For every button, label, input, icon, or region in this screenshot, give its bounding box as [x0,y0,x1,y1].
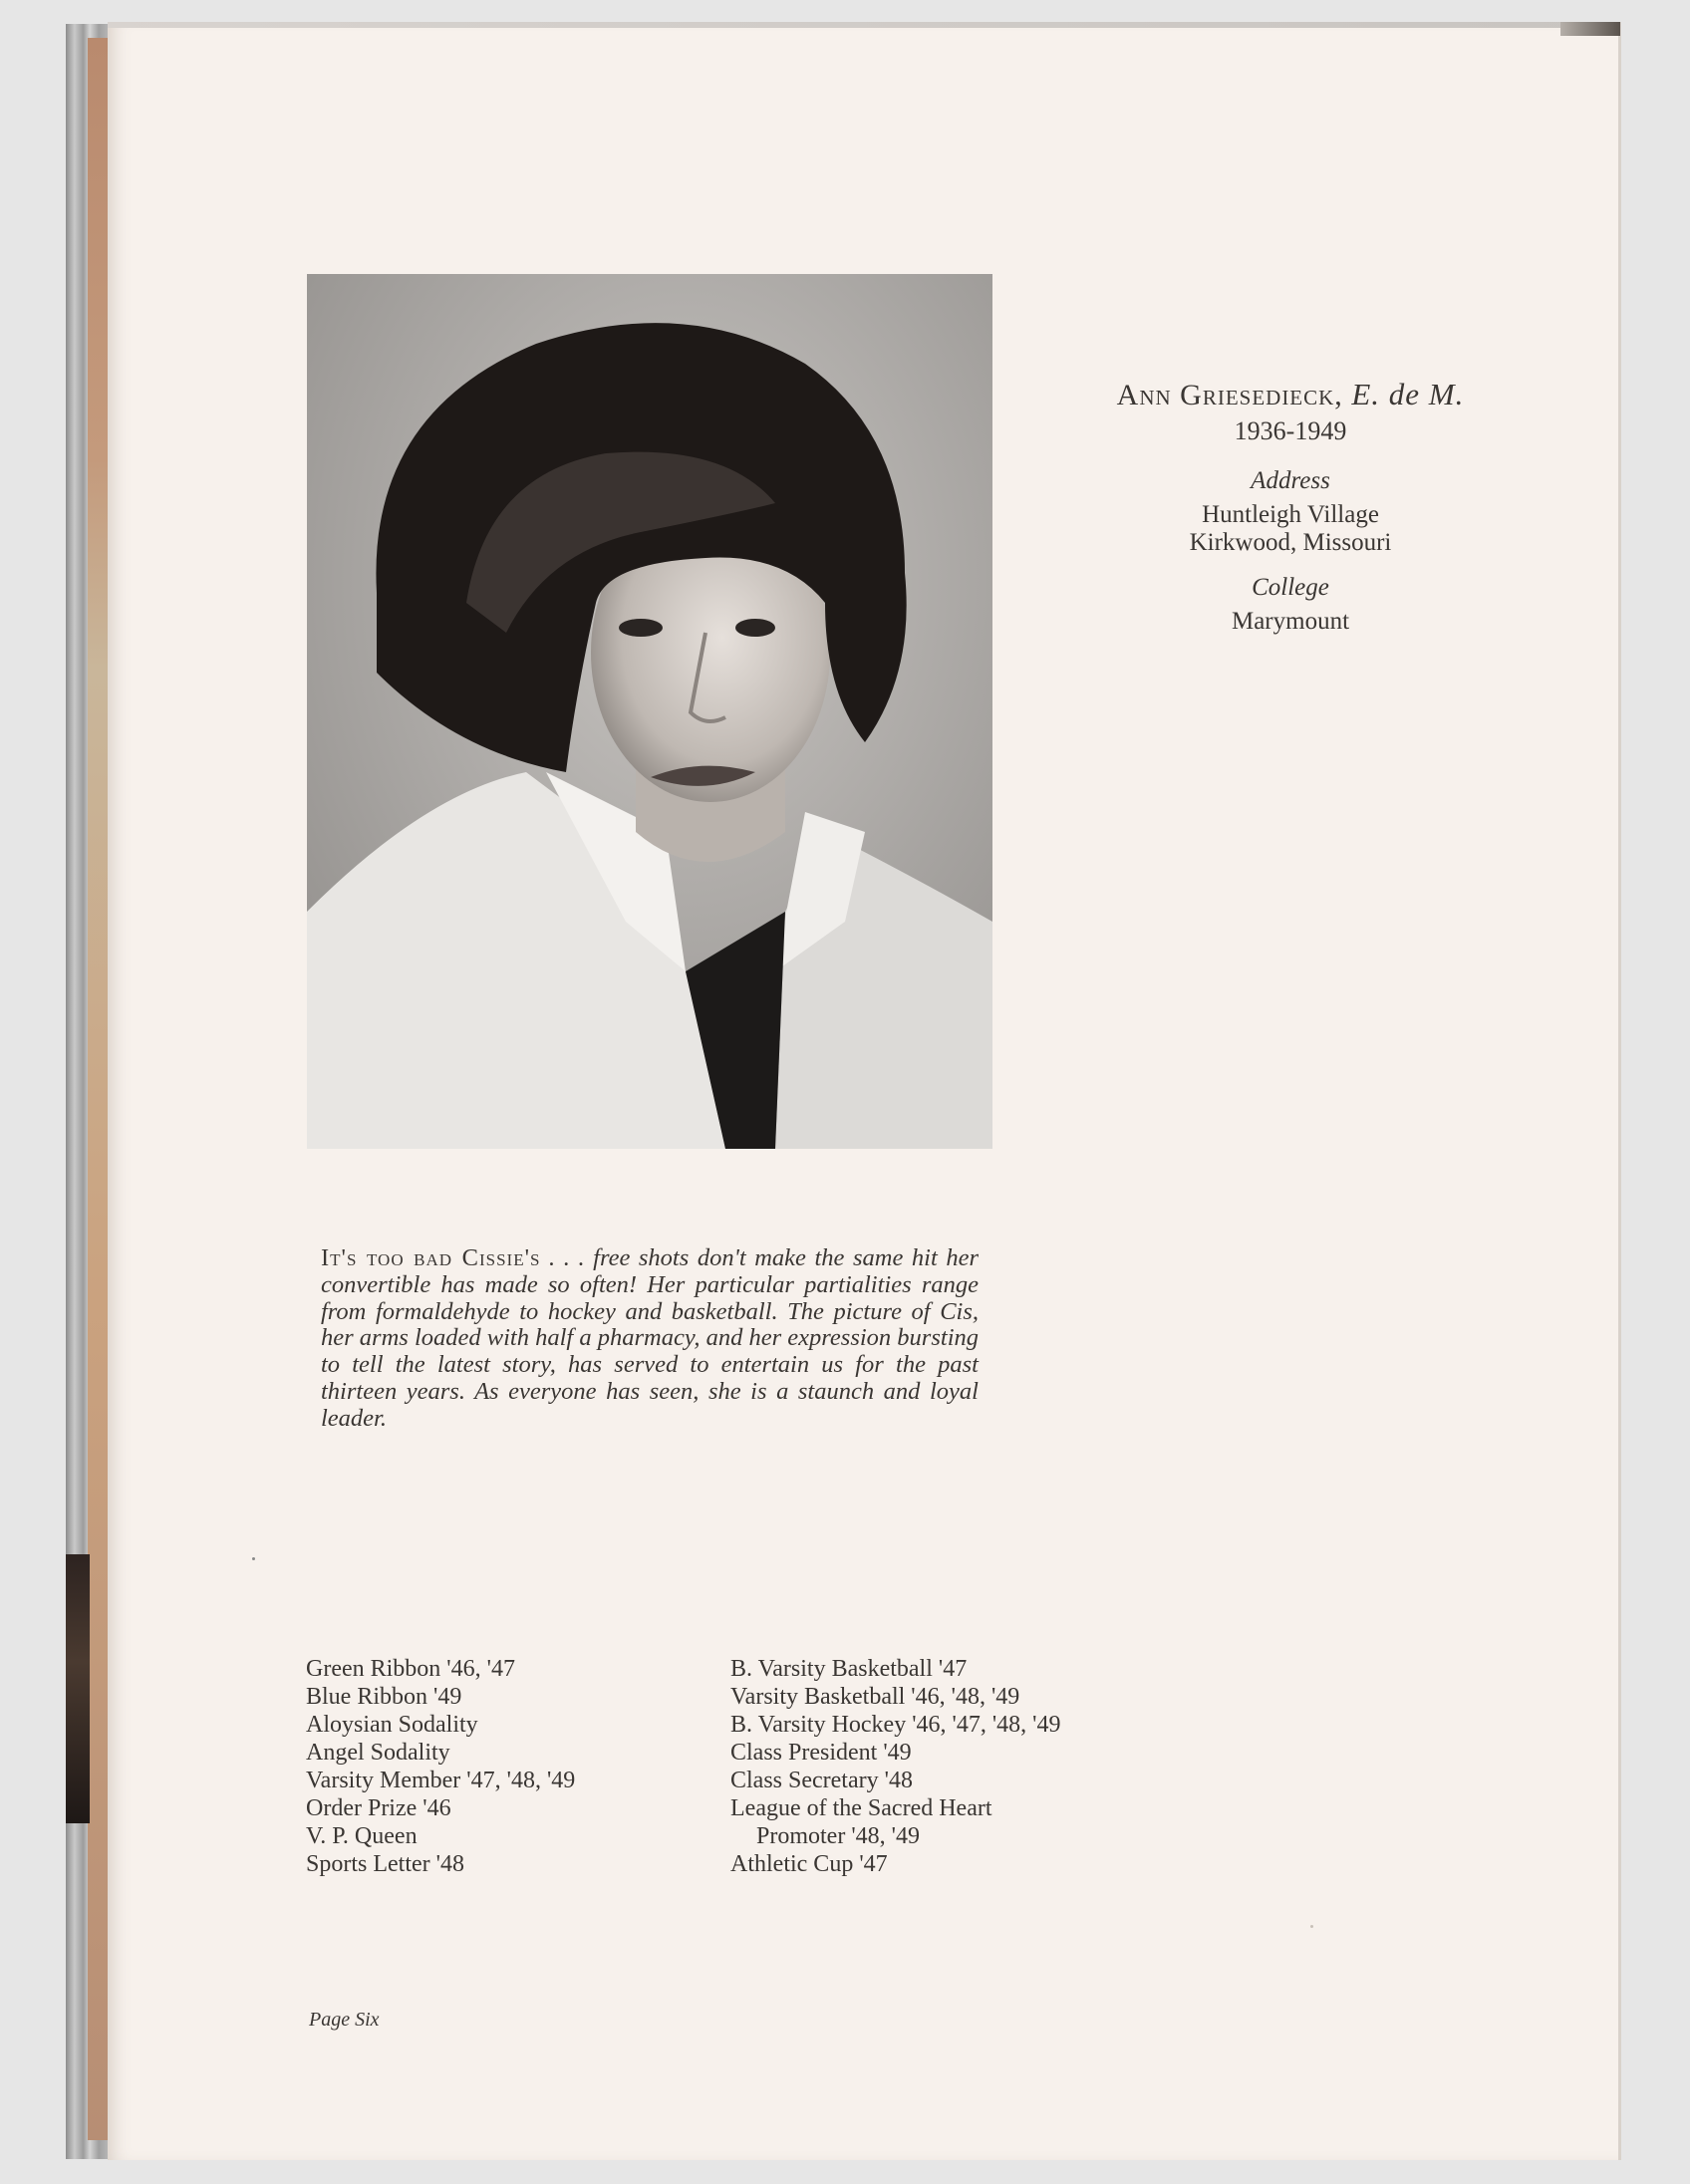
page-corner [1560,22,1620,36]
address-line-1: Huntleigh Village [1202,501,1379,528]
list-item: B. Varsity Hockey '46, '47, '48, '49 [730,1712,1061,1738]
activities-list-right [730,1655,1061,1878]
list-item: Varsity Basketball '46, '48, '49 [730,1684,1020,1710]
page-top-edge [108,22,1618,28]
list-item: V. P. Queen [306,1823,418,1849]
student-blurb [321,1245,979,1433]
activities-list-left [306,1655,575,1878]
list-item: League of the Sacred Heart [730,1795,992,1821]
address-line-2: Kirkwood, Missouri [1189,529,1392,556]
list-item: Athletic Cup '47 [730,1851,888,1877]
portrait-photo [307,274,992,1149]
blurb-body: . . . free shots don't make the same hit her convertible has made so often! Her particular partialities range from formaldehyde to hockey and basketball. The picture of Cis, her arms loaded with half a pharmacy, and her expression bursting to tell the latest story, has served to entertain us for the past thirteen years. As everyone has seen, she is a staunch and loyal leader. [321,1244,979,1432]
student-name-caps: Ann Griesedieck, [1116,379,1343,411]
list-item: Sports Letter '48 [306,1851,464,1877]
college-label: College [1252,574,1329,601]
attendance-years: 1936-1949 [1234,416,1347,445]
list-item: Varsity Member '47, '48, '49 [306,1768,576,1793]
list-item: Blue Ribbon '49 [306,1684,462,1710]
list-item: Class Secretary '48 [730,1768,913,1793]
page-number: Page Six [309,2009,380,2031]
page-stack-edge [88,38,110,2140]
student-name-suffix: E. de M. [1351,377,1465,411]
blurb-lead: It's too bad Cissie's [321,1244,541,1271]
list-item: Order Prize '46 [306,1795,451,1821]
list-item: B. Varsity Basketball '47 [730,1656,968,1682]
list-item: Class President '49 [730,1740,912,1766]
binding-shadow [66,1554,90,1823]
portrait-illustration [307,274,992,1149]
student-name [1031,377,1549,412]
print-speck [1310,1925,1313,1928]
list-item: Promoter '48, '49 [756,1823,920,1849]
print-speck [252,1557,255,1560]
list-item: Green Ribbon '46, '47 [306,1656,515,1682]
list-item: Aloysian Sodality [306,1712,478,1738]
college-name: Marymount [1231,608,1350,635]
list-item: Angel Sodality [306,1740,450,1766]
address-label: Address [1251,467,1330,494]
